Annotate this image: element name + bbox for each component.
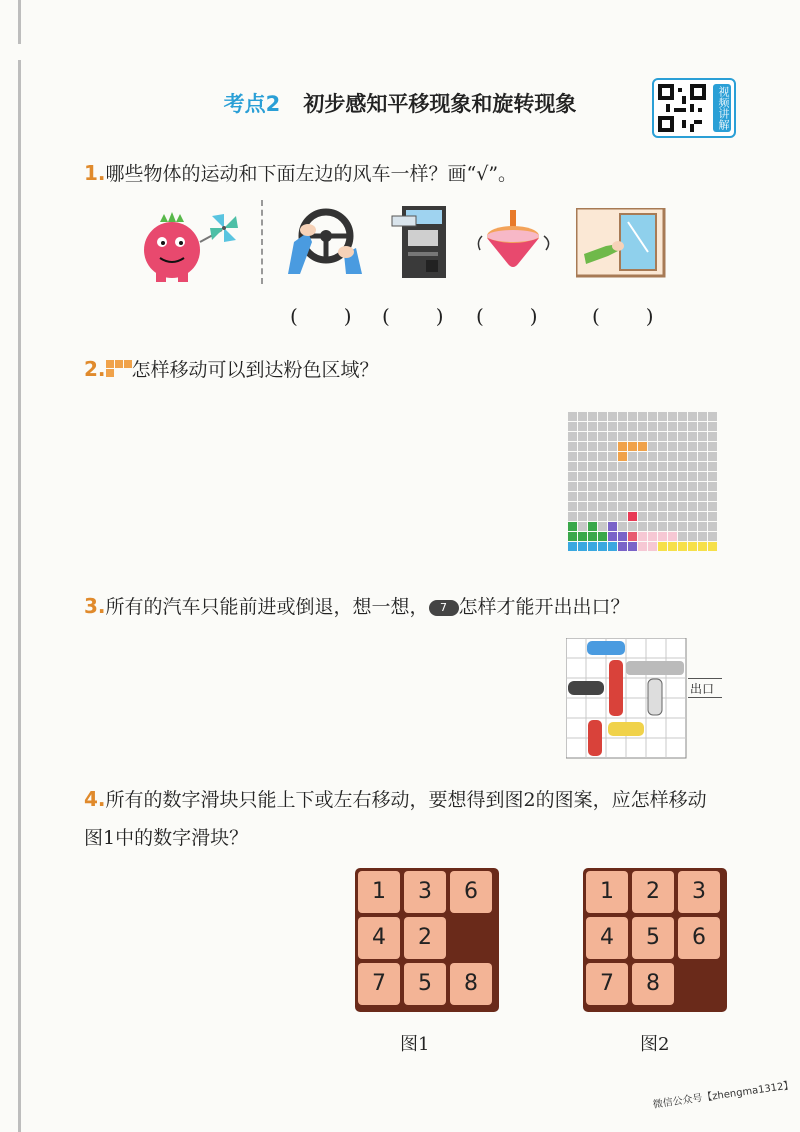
figure-1-caption: 图1 xyxy=(400,1034,430,1055)
grid-cell xyxy=(658,482,667,491)
grid-cell xyxy=(608,412,617,421)
grid-cell xyxy=(688,522,697,531)
grid-cell xyxy=(638,482,647,491)
slider-puzzle-figure-1 xyxy=(355,868,499,1012)
grid-cell xyxy=(628,432,637,441)
grid-cell xyxy=(608,432,617,441)
grid-cell xyxy=(568,422,577,431)
grid-cell xyxy=(678,412,687,421)
grid-cell xyxy=(638,502,647,511)
grid-cell xyxy=(618,452,627,461)
grid-cell xyxy=(588,492,597,501)
qr-code-icon xyxy=(658,84,706,132)
grid-cell xyxy=(658,472,667,481)
number-tile[interactable]: 8 xyxy=(632,963,674,1005)
grid-cell xyxy=(648,522,657,531)
grid-cell xyxy=(618,522,627,531)
grid-cell xyxy=(638,442,647,451)
figure-2-caption: 图2 xyxy=(640,1034,670,1055)
grid-cell xyxy=(648,422,657,431)
grid-cell xyxy=(688,472,697,481)
grid-cell xyxy=(628,502,637,511)
number-tile[interactable]: 2 xyxy=(404,917,446,959)
car-7-icon xyxy=(429,600,459,616)
watermark: 微信公众号【zhengma1312】 xyxy=(652,1080,795,1111)
grid-cell xyxy=(588,452,597,461)
grid-cell xyxy=(668,472,677,481)
grid-cell xyxy=(668,512,677,521)
grid-cell xyxy=(568,432,577,441)
slider-puzzle-figure-2 xyxy=(583,868,727,1012)
car-4 xyxy=(609,680,623,716)
grid-cell xyxy=(688,432,697,441)
grid-cell xyxy=(638,542,647,551)
number-tile[interactable]: 7 xyxy=(586,963,628,1005)
grid-cell xyxy=(578,452,587,461)
grid-cell xyxy=(698,452,707,461)
grid-cell xyxy=(708,542,717,551)
grid-cell xyxy=(608,442,617,451)
grid-cell xyxy=(628,512,637,521)
grid-cell xyxy=(698,532,707,541)
grid-cell xyxy=(698,412,707,421)
grid-cell xyxy=(618,492,627,501)
grid-cell xyxy=(688,492,697,501)
grid-cell xyxy=(598,452,607,461)
answer-blank[interactable]: ( ) xyxy=(476,304,540,328)
grid-cell xyxy=(658,492,667,501)
grid-cell xyxy=(648,502,657,511)
grid-cell xyxy=(618,442,627,451)
grid-cell xyxy=(688,482,697,491)
grid-cell xyxy=(568,512,577,521)
grid-cell xyxy=(618,502,627,511)
grid-cell xyxy=(648,412,657,421)
question-number: 3. xyxy=(84,594,106,618)
grid-cell xyxy=(638,532,647,541)
video-qr-badge[interactable] xyxy=(652,78,736,138)
grid-cell xyxy=(578,422,587,431)
grid-cell xyxy=(698,522,707,531)
grid-cell xyxy=(628,412,637,421)
grid-cell xyxy=(648,532,657,541)
grid-cell xyxy=(628,442,637,451)
grid-cell xyxy=(628,462,637,471)
grid-cell xyxy=(628,452,637,461)
grid-cell xyxy=(568,492,577,501)
grid-cell xyxy=(708,512,717,521)
grid-cell xyxy=(608,422,617,431)
car-5 xyxy=(648,679,662,715)
grid-cell xyxy=(668,452,677,461)
grid-cell xyxy=(638,452,647,461)
question-1 xyxy=(84,160,517,187)
grid-cell xyxy=(578,532,587,541)
grid-cell xyxy=(598,412,607,421)
grid-cell xyxy=(658,522,667,531)
grid-cell xyxy=(588,482,597,491)
steering-wheel-image xyxy=(286,202,362,274)
grid-cell xyxy=(608,472,617,481)
grid-cell xyxy=(668,492,677,501)
grid-cell xyxy=(708,422,717,431)
grid-cell xyxy=(688,412,697,421)
number-tile[interactable]: 3 xyxy=(404,871,446,913)
grid-cell xyxy=(628,492,637,501)
grid-cell xyxy=(598,442,607,451)
question-2 xyxy=(84,356,379,383)
grid-cell xyxy=(708,452,717,461)
grid-cell xyxy=(658,442,667,451)
grid-cell xyxy=(568,472,577,481)
grid-cell xyxy=(668,532,677,541)
grid-cell xyxy=(678,512,687,521)
grid-cell xyxy=(598,482,607,491)
grid-cell xyxy=(658,412,667,421)
grid-cell xyxy=(588,422,597,431)
grid-cell xyxy=(658,462,667,471)
grid-cell xyxy=(668,502,677,511)
grid-cell xyxy=(618,482,627,491)
grid-cell xyxy=(608,542,617,551)
grid-cell xyxy=(638,422,647,431)
grid-cell xyxy=(608,512,617,521)
grid-cell xyxy=(658,532,667,541)
car-number: 7 xyxy=(440,601,448,614)
grid-cell xyxy=(568,442,577,451)
grid-cell xyxy=(628,522,637,531)
grid-cell xyxy=(708,532,717,541)
grid-cell xyxy=(588,512,597,521)
number-tile[interactable]: 4 xyxy=(358,917,400,959)
grid-cell xyxy=(598,542,607,551)
question-4 xyxy=(84,779,724,857)
grid-cell xyxy=(698,462,707,471)
car-6 xyxy=(608,722,644,736)
grid-cell xyxy=(658,432,667,441)
grid-cell xyxy=(658,512,667,521)
grid-cell xyxy=(598,492,607,501)
grid-cell xyxy=(648,452,657,461)
grid-cell xyxy=(628,482,637,491)
grid-cell xyxy=(608,502,617,511)
grid-cell xyxy=(688,462,697,471)
grid-cell xyxy=(578,412,587,421)
grid-cell xyxy=(658,502,667,511)
l-block-icon xyxy=(106,360,132,378)
grid-cell xyxy=(678,482,687,491)
grid-cell xyxy=(568,522,577,531)
binding-line xyxy=(18,0,21,44)
grid-cell xyxy=(688,502,697,511)
dinosaur-windmill-image xyxy=(130,200,250,284)
number-tile[interactable]: 3 xyxy=(678,871,720,913)
grid-cell xyxy=(628,532,637,541)
question-text: 所有的数字滑块只能上下或左右移动，要想得到图2的图案，应怎样移动图1中的数字滑块？ xyxy=(84,789,707,849)
car-7 xyxy=(568,681,604,695)
grid-cell xyxy=(648,492,657,501)
grid-cell xyxy=(678,522,687,531)
grid-cell xyxy=(628,472,637,481)
grid-cell xyxy=(588,412,597,421)
number-tile[interactable]: 1 xyxy=(358,871,400,913)
grid-cell xyxy=(598,462,607,471)
grid-cell xyxy=(678,422,687,431)
grid-cell xyxy=(578,472,587,481)
grid-cell xyxy=(608,492,617,501)
grid-cell xyxy=(668,422,677,431)
qr-label: 视频讲解 xyxy=(713,84,731,132)
grid-cell xyxy=(588,542,597,551)
spinning-top-image xyxy=(476,206,552,276)
grid-cell xyxy=(598,472,607,481)
car-3 xyxy=(588,720,602,756)
grid-cell xyxy=(668,522,677,531)
grid-cell xyxy=(618,412,627,421)
question-text: 所有的汽车只能前进或倒退，想一想， xyxy=(105,596,429,618)
grid-cell xyxy=(598,532,607,541)
grid-cell xyxy=(578,542,587,551)
grid-cell xyxy=(708,442,717,451)
grid-cell xyxy=(598,422,607,431)
grid-cell xyxy=(678,432,687,441)
grid-cell xyxy=(678,492,687,501)
question-text-continued: 怎样才能开出出口？ xyxy=(458,596,630,618)
grid-cell xyxy=(628,422,637,431)
grid-cell xyxy=(588,442,597,451)
number-tile[interactable]: 5 xyxy=(404,963,446,1005)
divider-line xyxy=(261,200,263,284)
question-number: 2. xyxy=(84,357,106,381)
grid-cell xyxy=(698,512,707,521)
grid-cell xyxy=(578,512,587,521)
binding-line xyxy=(18,60,21,1132)
grid-cell xyxy=(578,462,587,471)
grid-cell xyxy=(588,502,597,511)
grid-cell xyxy=(698,492,707,501)
car-2 xyxy=(587,641,625,655)
grid-cell xyxy=(618,542,627,551)
grid-cell xyxy=(638,522,647,531)
sliding-window-image xyxy=(576,208,666,278)
grid-cell xyxy=(638,412,647,421)
grid-cell xyxy=(708,492,717,501)
exit-line xyxy=(688,697,722,698)
grid-cell xyxy=(648,472,657,481)
grid-cell xyxy=(638,492,647,501)
grid-cell xyxy=(708,522,717,531)
grid-cell xyxy=(588,532,597,541)
grid-cell xyxy=(568,502,577,511)
grid-cell xyxy=(588,522,597,531)
grid-cell xyxy=(698,472,707,481)
grid-cell xyxy=(678,502,687,511)
grid-cell xyxy=(598,432,607,441)
answer-blank[interactable]: ( ) xyxy=(592,304,656,328)
grid-cell xyxy=(588,472,597,481)
grid-cell xyxy=(688,452,697,461)
number-tile[interactable]: 2 xyxy=(632,871,674,913)
grid-cell xyxy=(708,472,717,481)
grid-cell xyxy=(708,432,717,441)
section-title: 初步感知平移现象和旋转现象 xyxy=(303,92,577,116)
question-number: 1. xyxy=(84,161,106,185)
grid-cell xyxy=(648,512,657,521)
grid-cell xyxy=(658,452,667,461)
number-tile[interactable]: 4 xyxy=(586,917,628,959)
grid-cell xyxy=(628,542,637,551)
number-tile[interactable]: 5 xyxy=(632,917,674,959)
answer-blank[interactable]: ( ) xyxy=(290,304,354,328)
grid-cell xyxy=(668,482,677,491)
number-tile[interactable]: 8 xyxy=(450,963,492,1005)
grid-cell xyxy=(598,502,607,511)
grid-cell xyxy=(568,452,577,461)
grid-cell xyxy=(648,462,657,471)
grid-cell xyxy=(618,462,627,471)
grid-cell xyxy=(648,542,657,551)
grid-cell xyxy=(678,452,687,461)
grid-cell xyxy=(658,422,667,431)
exit-label: 出口 xyxy=(690,682,715,696)
grid-cell xyxy=(618,512,627,521)
number-tile[interactable]: 6 xyxy=(678,917,720,959)
grid-cell xyxy=(638,472,647,481)
grid-cell xyxy=(608,482,617,491)
grid-cell xyxy=(668,462,677,471)
grid-cell xyxy=(678,442,687,451)
number-tile[interactable]: 7 xyxy=(358,963,400,1005)
atm-machine-image xyxy=(386,200,456,278)
question-1-pictures xyxy=(130,200,690,290)
number-tile[interactable]: 6 xyxy=(450,871,492,913)
grid-cell xyxy=(588,432,597,441)
grid-cell xyxy=(648,432,657,441)
question-text: 哪些物体的运动和下面左边的风车一样？画“√”。 xyxy=(105,163,518,185)
grid-cell xyxy=(618,432,627,441)
number-tile[interactable]: 1 xyxy=(586,871,628,913)
car-truck xyxy=(626,661,684,675)
grid-cell xyxy=(678,472,687,481)
grid-cell xyxy=(608,462,617,471)
grid-cell xyxy=(708,462,717,471)
grid-cell xyxy=(598,522,607,531)
grid-cell xyxy=(578,432,587,441)
grid-cell xyxy=(708,412,717,421)
grid-cell xyxy=(618,422,627,431)
grid-cell xyxy=(598,512,607,521)
parking-lot-diagram xyxy=(566,638,692,762)
grid-cell xyxy=(648,482,657,491)
grid-cell xyxy=(608,522,617,531)
grid-cell xyxy=(618,472,627,481)
grid-cell xyxy=(668,412,677,421)
grid-cell xyxy=(678,532,687,541)
grid-cell xyxy=(578,442,587,451)
grid-cell xyxy=(578,492,587,501)
grid-cell xyxy=(668,442,677,451)
exit-line xyxy=(688,678,722,679)
section-tag: 考点2 xyxy=(223,92,281,116)
grid-cell xyxy=(568,542,577,551)
grid-cell xyxy=(668,432,677,441)
grid-cell xyxy=(698,442,707,451)
grid-cell xyxy=(698,432,707,441)
grid-cell xyxy=(698,502,707,511)
grid-cell xyxy=(688,532,697,541)
grid-cell xyxy=(568,532,577,541)
answer-blank[interactable]: ( ) xyxy=(382,304,446,328)
grid-cell xyxy=(608,532,617,541)
grid-cell xyxy=(698,542,707,551)
grid-cell xyxy=(588,462,597,471)
grid-cell xyxy=(648,442,657,451)
grid-cell xyxy=(668,542,677,551)
grid-cell xyxy=(688,442,697,451)
grid-cell xyxy=(568,482,577,491)
grid-cell xyxy=(708,502,717,511)
grid-cell xyxy=(708,482,717,491)
grid-cell xyxy=(568,412,577,421)
grid-cell xyxy=(638,432,647,441)
grid-cell xyxy=(568,462,577,471)
question-3 xyxy=(84,593,630,620)
grid-cell xyxy=(578,502,587,511)
grid-cell xyxy=(678,462,687,471)
grid-cell xyxy=(688,542,697,551)
grid-cell xyxy=(618,532,627,541)
grid-cell xyxy=(638,512,647,521)
grid-cell xyxy=(658,542,667,551)
grid-cell xyxy=(688,422,697,431)
question-text: 怎样移动可以到达粉色区域？ xyxy=(131,359,379,381)
grid-cell xyxy=(578,522,587,531)
grid-cell xyxy=(698,422,707,431)
grid-cell xyxy=(698,482,707,491)
grid-cell xyxy=(608,452,617,461)
grid-cell xyxy=(638,462,647,471)
grid-cell xyxy=(678,542,687,551)
question-number: 4. xyxy=(84,787,106,811)
grid-cell xyxy=(688,512,697,521)
grid-cell xyxy=(578,482,587,491)
